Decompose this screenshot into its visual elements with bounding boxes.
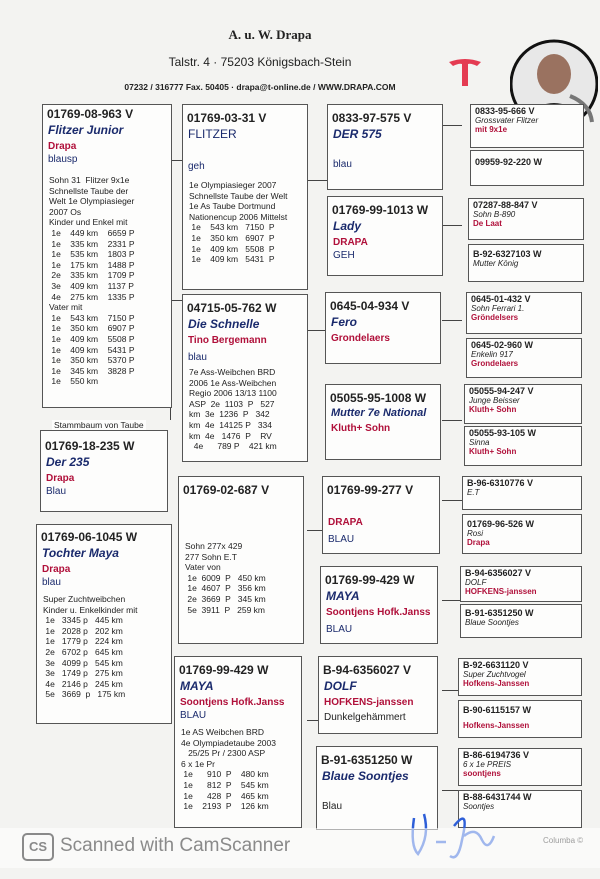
pigeon-id: B-92-6631120 V — [463, 660, 529, 670]
pigeon-id: 05055-94-247 V — [469, 386, 534, 396]
pigeon-color: blau — [42, 577, 61, 588]
gen4-pigeon-3 — [468, 198, 584, 240]
pigeon-breeder: Grondelaers — [331, 333, 390, 344]
pigeon-name: DOLF — [465, 578, 487, 587]
pigeon-name: Grossvater Flitzer — [475, 116, 539, 125]
scanner-watermark: Scanned with CamScanner — [60, 835, 291, 856]
pigeon-id: 01769-08-963 V — [47, 107, 134, 121]
pigeon-name: Junge Beisser — [469, 396, 520, 405]
pigeon-breeder: Drapa — [46, 473, 75, 484]
dam-pigeon — [182, 294, 308, 462]
pigeon-color: BLAU — [326, 624, 353, 635]
dam2-pigeon — [174, 656, 302, 828]
gen4-pigeon-11 — [460, 566, 582, 602]
pigeon-name: Rosi — [467, 529, 484, 538]
pigeon-name: Enkelin 917 — [471, 350, 513, 359]
pigeon-3 — [36, 524, 172, 724]
pigeon-color: BLAU — [328, 534, 355, 545]
pigeon-description: 1e AS Weibchen BRD 4e Olympiadetaube 2003 25/25 Pr / 2300 ASP 6 x 1e Pr 1e 910 P 480 km 1e 812 P 545 km 1e 428 P 465 km 1e 2193 P 126 km — [181, 727, 276, 812]
pigeon-name: Sohn Ferrari 1. — [471, 304, 525, 313]
sire-pigeon — [182, 104, 308, 290]
pigeon-id: B-94-6356027 V — [323, 663, 412, 677]
pigeon-breeder: Kluth+ Sohn — [469, 405, 517, 414]
pigeon-breeder: Grondelaers — [471, 359, 519, 368]
pigeon-name: Mutter 7e National — [331, 407, 427, 419]
gen3-pigeon-7 — [318, 656, 438, 734]
pigeon-breeder: Tino Bergemann — [188, 335, 267, 346]
pigeon-name: Sinna — [469, 438, 490, 447]
pigeon-breeder: Soontjens Hofk.Janss — [180, 697, 285, 708]
pigeon-color: blausp — [48, 154, 78, 165]
pigeon-breeder: De Laat — [473, 219, 502, 228]
pigeon-id: 01769-06-1045 W — [41, 530, 138, 544]
camscanner-icon: CS — [22, 833, 54, 861]
pigeon-id: 0645-01-432 V — [471, 294, 531, 304]
pigeon-id: 05055-95-1008 W — [330, 391, 427, 405]
gen4-pigeon-12 — [460, 604, 582, 638]
sire2-pigeon — [178, 476, 304, 644]
pigeon-breeder: DRAPA — [328, 517, 363, 528]
pigeon-breeder: mit 9x1e — [475, 125, 508, 134]
pigeon-2 — [40, 430, 168, 512]
pigeon-name: Die Schnelle — [188, 317, 260, 331]
pigeon-color: Dunkelgehämmert — [324, 712, 406, 723]
pigeon-id: B-94-6356027 V — [465, 568, 532, 578]
pigeon-id: 04715-05-762 W — [187, 301, 277, 315]
pigeon-breeder: Drapa — [48, 141, 77, 152]
pigeon-id: 01769-99-1013 W — [332, 203, 429, 217]
pigeon-color: GEH — [333, 250, 355, 261]
pigeon-id: B-91-6351250 W — [321, 753, 413, 767]
pigeon-name: MAYA — [326, 589, 360, 603]
pigeon-breeder: Drapa — [467, 538, 490, 547]
t-logo — [447, 54, 483, 88]
pigeon-id: 01769-18-235 W — [45, 439, 135, 453]
pigeon-name: Tochter Maya — [42, 546, 119, 560]
gen3-pigeon-6 — [320, 566, 438, 644]
pigeon-breeder: soontjens — [463, 769, 501, 778]
pigeon-name: Flitzer Junior — [48, 123, 124, 137]
stammbaum-label: Stammbaum von Taube — [54, 420, 144, 430]
pigeon-id: B-86-6194736 V — [463, 750, 530, 760]
pigeon-name: DOLF — [324, 679, 357, 693]
gen3-pigeon-5 — [322, 476, 440, 554]
pigeon-id: 0833-95-666 V — [475, 106, 535, 116]
pigeon-name: MAYA — [180, 679, 214, 693]
pigeon-name: FLITZER — [188, 127, 237, 141]
pigeon-description: 7e Ass-Weibchen BRD 2006 1e Ass-Weibchen Regio 2006 13/13 1100 ASP 2e 1103 P 527 km 3e 1236 P 342 km 4e 14125 P 334 km 4e 1476 P RV 4e 789 P 421 km — [189, 367, 277, 452]
pigeon-id: 01769-99-429 W — [325, 573, 415, 587]
gen4-pigeon-13 — [458, 658, 582, 696]
gen3-pigeon-2 — [327, 196, 443, 276]
pigeon-name: Super Zuchtvogel — [463, 670, 526, 679]
pigeon-breeder: Kluth+ Sohn — [331, 423, 391, 434]
subject-pigeon — [42, 104, 172, 408]
pigeon-id: B-88-6431744 W — [463, 792, 532, 802]
gen4-pigeon-7 — [464, 384, 582, 424]
pigeon-breeder: Hofkens-Janssen — [463, 679, 530, 688]
pigeon-name: Blaue Soontjes — [322, 769, 409, 783]
pigeon-id: 01769-99-277 V — [327, 483, 414, 497]
pigeon-name: 6 x 1e PREIS — [463, 760, 512, 769]
pigeon-description: Sohn 31 Flitzer 9x1e Schnellste Taube der Welt 1e Olympiasieger 2007 Os Kinder und Enkel mit 1e 449 km 6659 P 1e 335 km 2331 P 1e 535 km 1803 P 1e 175 km 1488 P 2e 335 km 1709 P 3e 409 km 1137 P 4e 275 km 1335 P Vater mit 1e 543 km 7150 P 1e 350 km 6907 P 1e 409 km 5508 P 1e 409 km 5431 P 1e 350 km 5370 P 1e 345 km 3828 P 1e 550 km — [49, 175, 135, 387]
gen4-pigeon-8 — [464, 426, 582, 466]
pigeon-breeder: Hofkens-Janssen — [463, 721, 530, 730]
pigeon-id: B-90-6115157 W — [463, 705, 532, 715]
pigeon-description: Sohn 277x 429 277 Sohn E.T Vater von 1e 6009 P 450 km 1e 4607 P 356 km 2e 3669 P 345 km 5e 3911 P 259 km — [185, 541, 266, 615]
pigeon-name: Mutter König — [473, 259, 519, 268]
pigeon-id: B-91-6351250 W — [465, 608, 534, 618]
gen4-pigeon-6 — [466, 338, 582, 378]
gen3-pigeon-4 — [325, 384, 441, 460]
gen4-pigeon-15 — [458, 748, 582, 786]
pigeon-id: 01769-03-31 V — [187, 111, 267, 125]
gen3-pigeon-1 — [327, 104, 443, 190]
pigeon-breeder: Drapa — [42, 564, 71, 575]
pigeon-name: Fero — [331, 315, 358, 329]
pigeon-name: Lady — [333, 219, 362, 233]
pigeon-id: 0645-02-960 W — [471, 340, 534, 350]
pigeon-name: DER 575 — [333, 127, 382, 141]
gen4-pigeon-10 — [462, 514, 582, 554]
pigeon-name: Soontjes — [463, 802, 495, 811]
pigeon-id: 01769-96-526 W — [467, 519, 535, 529]
pigeon-breeder: Kluth+ Sohn — [469, 447, 517, 456]
pigeon-breeder: HOFKENS-janssen — [324, 697, 414, 708]
gen4-pigeon-1 — [470, 104, 584, 148]
pigeon-color: Blau — [46, 486, 67, 497]
gen4-pigeon-14 — [458, 700, 582, 738]
breeder-address: Talstr. 4 · 75203 Königsbach-Stein — [168, 55, 352, 69]
pigeon-id: 07287-88-847 V — [473, 200, 538, 210]
breeder-contact: 07232 / 316777 Fax. 50405 · drapa@t-online.de / WWW.DRAPA.COM — [124, 82, 396, 92]
pigeon-id: 0645-04-934 V — [330, 299, 410, 313]
pigeon-name: Sohn B-890 — [473, 210, 516, 219]
pigeon-id: 01769-99-429 W — [179, 663, 269, 677]
breeder-name: A. u. W. Drapa — [228, 27, 312, 42]
pigeon-color: Blau — [322, 801, 343, 812]
pigeon-breeder: Gröndelsers — [471, 313, 519, 322]
pigeon-color: BLAU — [180, 710, 207, 721]
pigeon-breeder: Soontjens Hofk.Janss — [326, 607, 431, 618]
pigeon-id: 09959-92-220 W — [475, 157, 543, 167]
pigeon-id: 01769-02-687 V — [183, 483, 270, 497]
pigeon-breeder: HOFKENS-janssen — [465, 587, 537, 596]
pigeon-name: E.T — [467, 488, 480, 497]
pigeon-breeder: DRAPA — [333, 237, 368, 248]
pigeon-color: geh — [188, 161, 205, 172]
gen3-pigeon-3 — [325, 292, 441, 364]
gen4-pigeon-5 — [466, 292, 582, 334]
pigeon-id: B-96-6310776 V — [467, 478, 534, 488]
pigeon-description: Super Zuchtweibchen Kinder u. Enkelkinder mit 1e 3345 p 445 km 1e 2028 p 202 km 1e 1779 p 224 km 2e 6702 p 645 km 3e 4099 p 545 km 3e 1749 p 275 km 4e 2146 p 245 km 5e 3669 p 175 km — [43, 594, 138, 700]
pigeon-id: 0833-97-575 V — [332, 111, 412, 125]
gen4-pigeon-4 — [468, 244, 584, 282]
gen4-pigeon-2 — [470, 150, 584, 186]
pigeon-id: 05055-93-105 W — [469, 428, 537, 438]
pigeon-id: B-92-6327103 W — [473, 249, 542, 259]
pigeon-name: Der 235 — [46, 455, 90, 469]
scanner-bar — [0, 828, 600, 868]
gen4-pigeon-9 — [462, 476, 582, 510]
pigeon-description: 1e Olympiasieger 2007 Schnellste Taube der Welt 1e As Taube Dortmund Nationencup 2006 Mittelst 1e 543 km 7150 P 1e 350 km 6907 P 1e 409 km 5508 P 1e 409 km 5431 P — [189, 180, 288, 265]
pigeon-name: Blaue Soontjes — [465, 618, 519, 627]
pigeon-color: blau — [333, 159, 352, 170]
pigeon-color: blau — [188, 352, 207, 363]
